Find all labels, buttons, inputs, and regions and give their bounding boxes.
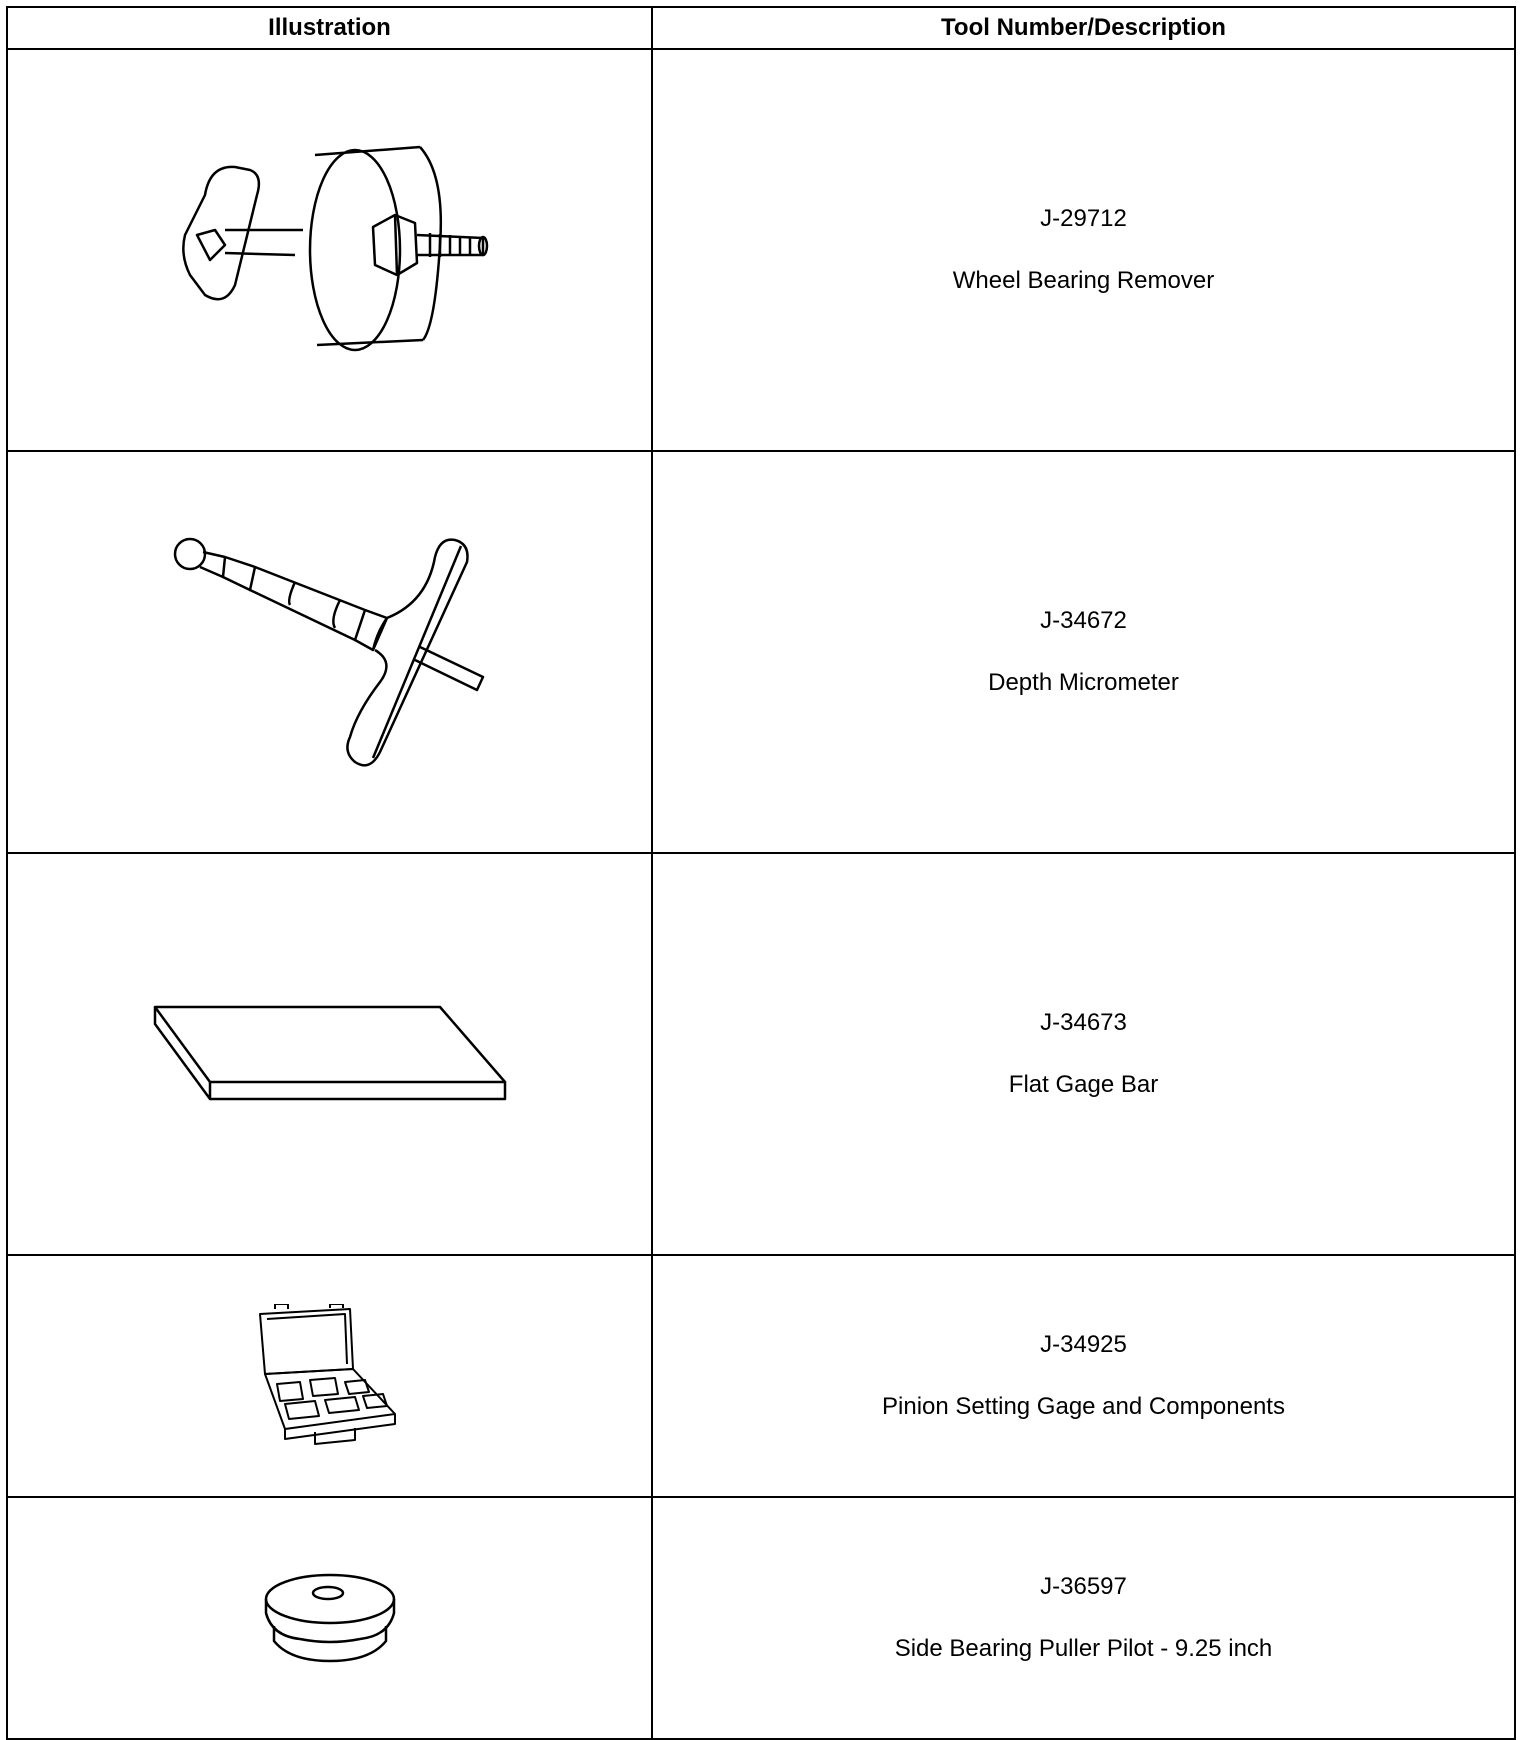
header-illustration: Illustration: [7, 7, 652, 49]
tool-description-cell: [652, 853, 1515, 1255]
illustration-cell: [7, 451, 652, 853]
tool-description: Pinion Setting Gage and Components: [882, 1393, 1285, 1420]
table-row: [7, 451, 1515, 853]
tool-description: Flat Gage Bar: [1008, 1071, 1159, 1098]
tool-number: J-36597: [1040, 1573, 1127, 1600]
illustration-cell: [7, 1497, 652, 1739]
tool-description: Wheel Bearing Remover: [952, 267, 1215, 294]
table-row: [7, 1255, 1515, 1497]
tool-number: J-29712: [1040, 205, 1127, 232]
special-tools-table: [6, 6, 1516, 1740]
tool-description: Side Bearing Puller Pilot - 9.25 inch: [894, 1635, 1273, 1662]
wheel-bearing-remover-icon: [165, 135, 495, 365]
pinion-setting-gage-case-icon: [255, 1304, 405, 1449]
side-bearing-puller-pilot-icon: [260, 1571, 400, 1666]
illustration-cell: [7, 1255, 652, 1497]
table-row: [7, 853, 1515, 1255]
table-header-row: [7, 7, 1515, 49]
tool-description-cell: [652, 49, 1515, 451]
flat-gage-bar-icon: [150, 999, 510, 1109]
tool-number: J-34925: [1040, 1331, 1127, 1358]
tool-number: J-34672: [1040, 607, 1127, 634]
tool-description-cell: [652, 451, 1515, 853]
tool-description: Depth Micrometer: [988, 669, 1179, 696]
illustration-cell: [7, 49, 652, 451]
header-tool-number-description: Tool Number/Description: [652, 7, 1515, 49]
tool-description-cell: [652, 1497, 1515, 1739]
tool-description-cell: [652, 1255, 1515, 1497]
tool-number: J-34673: [1040, 1009, 1127, 1036]
illustration-cell: [7, 853, 652, 1255]
table-row: [7, 1497, 1515, 1739]
depth-micrometer-icon: [165, 532, 495, 772]
table-row: [7, 49, 1515, 451]
